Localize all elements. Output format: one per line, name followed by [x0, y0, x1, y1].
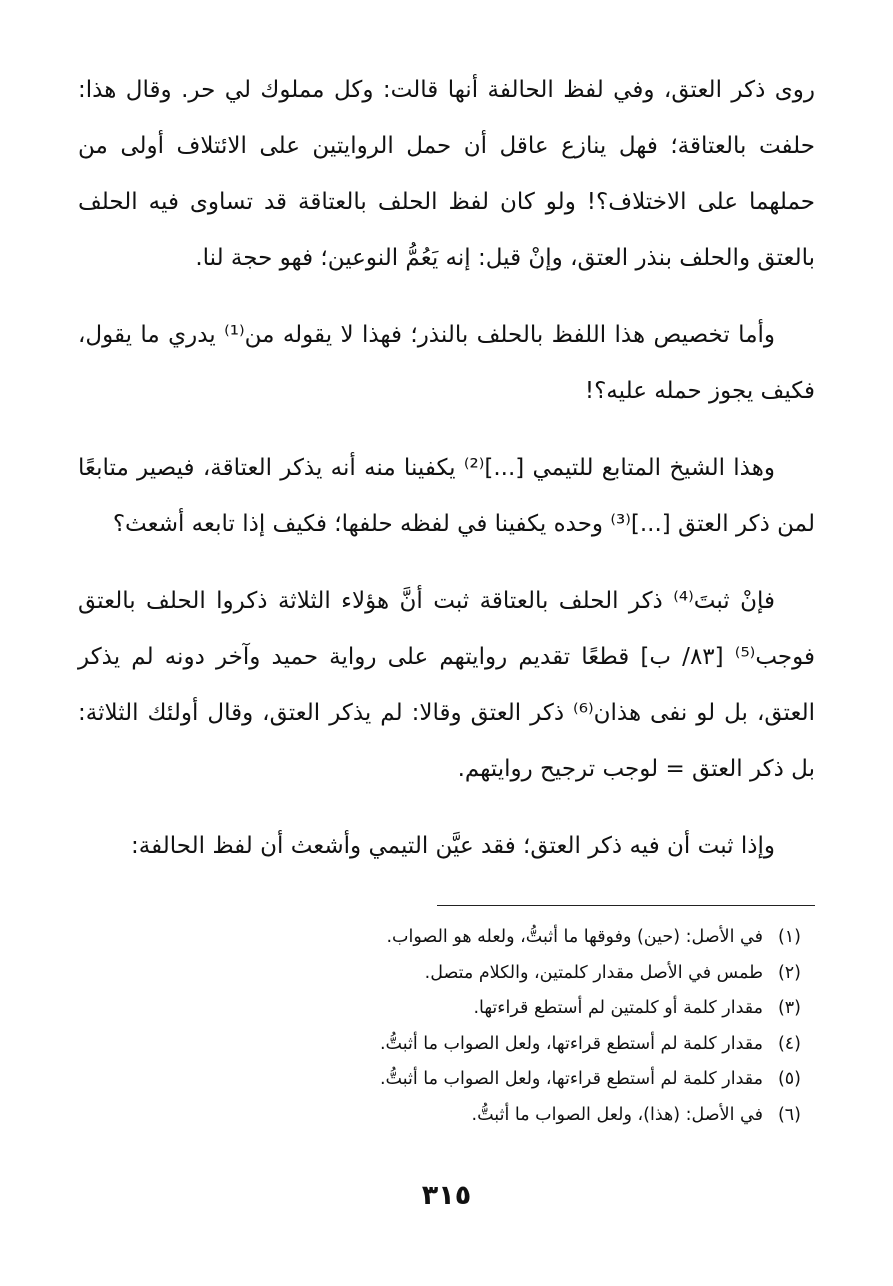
footnote-text: في الأصل: (هذا)، ولعل الصواب ما أثبتُّ.	[471, 1104, 763, 1125]
footnote-number: (٣)	[777, 998, 801, 1018]
footnote-number: (١)	[777, 927, 801, 947]
footnote-number: (٦)	[777, 1104, 801, 1125]
paragraph: وهذا الشيخ المتابع للتيمي [...]⁽²⁾ يكفينا منه أنه يذكر العتاقة، فيصير متابعًا لمن ذكر العتق [...]⁽³⁾ وحده يكفينا في لفظه حلفها؛ فكيف إذا تابعه أشعث؟	[78, 455, 815, 537]
footnote	[78, 1062, 815, 1098]
paragraph: وأما تخصيص هذا اللفظ بالحلف بالنذر؛ فهذا لا يقوله من⁽¹⁾ يدري ما يقول، فكيف يجوز حمله عليه؟!	[78, 322, 815, 404]
footnote-text: في الأصل: (حين) وفوقها ما أثبتُّ، ولعله هو الصواب.	[386, 927, 763, 947]
paragraph: فإنْ ثبتَ⁽⁴⁾ ذكر الحلف بالعتاقة ثبت أنَّ هؤلاء الثلاثة ذكروا الحلف بالعتق فوجب⁽⁵⁾ [٨٣/ ب] قطعًا تقديم روايتهم على رواية حميد وآخر دونه لم يذكر العتق، بل لو نفى هذان⁽⁶⁾ ذكر العتق وقالا: لم يذكر العتق، وقال أولئك الثلاثة: بل ذكر العتق = لوجب ترجيح روايتهم.	[78, 588, 815, 782]
footnote	[78, 920, 815, 956]
paragraph: روى ذكر العتق، وفي لفظ الحالفة أنها قالت: وكل مملوك لي حر. وقال هذا: حلفت بالعتاقة؛ فهل ينازع عاقل أن حمل الروايتين على الائتلاف أولى من حملهما على الاختلاف؟! ولو كان لفظ الحلف بالعتاقة قد تساوى فيه الحلف بالعتق والحلف بنذر العتق، وإنْ قيل: إنه يَعُمُّ النوعين؛ فهو حجة لنا.	[78, 77, 815, 271]
footnote-number: (٢)	[777, 962, 801, 983]
footnote-number: (٤)	[777, 1033, 801, 1054]
page-number: ٣١٥	[421, 1180, 472, 1211]
footnote	[78, 1027, 815, 1063]
footnotes	[78, 905, 815, 1133]
footnote	[78, 991, 815, 1027]
footnote-text: مقدار كلمة أو كلمتين لم أستطع قراءتها.	[473, 998, 763, 1018]
footnote	[78, 1098, 815, 1134]
footnote-text: مقدار كلمة لم أستطع قراءتها، ولعل الصواب ما أثبتُّ.	[379, 1069, 763, 1089]
footnote-text: مقدار كلمة لم أستطع قراءتها، ولعل الصواب ما أثبتُّ.	[379, 1033, 763, 1054]
paragraph: وإذا ثبت أن فيه ذكر العتق؛ فقد عيَّن التيمي وأشعث أن لفظ الحالفة:	[131, 833, 775, 859]
main-text	[78, 62, 815, 895]
footnote-text: طمس في الأصل مقدار كلمتين، والكلام متصل.	[424, 962, 763, 983]
footnote-number: (٥)	[777, 1069, 801, 1089]
footnote-divider	[437, 905, 815, 906]
footnote	[78, 956, 815, 992]
